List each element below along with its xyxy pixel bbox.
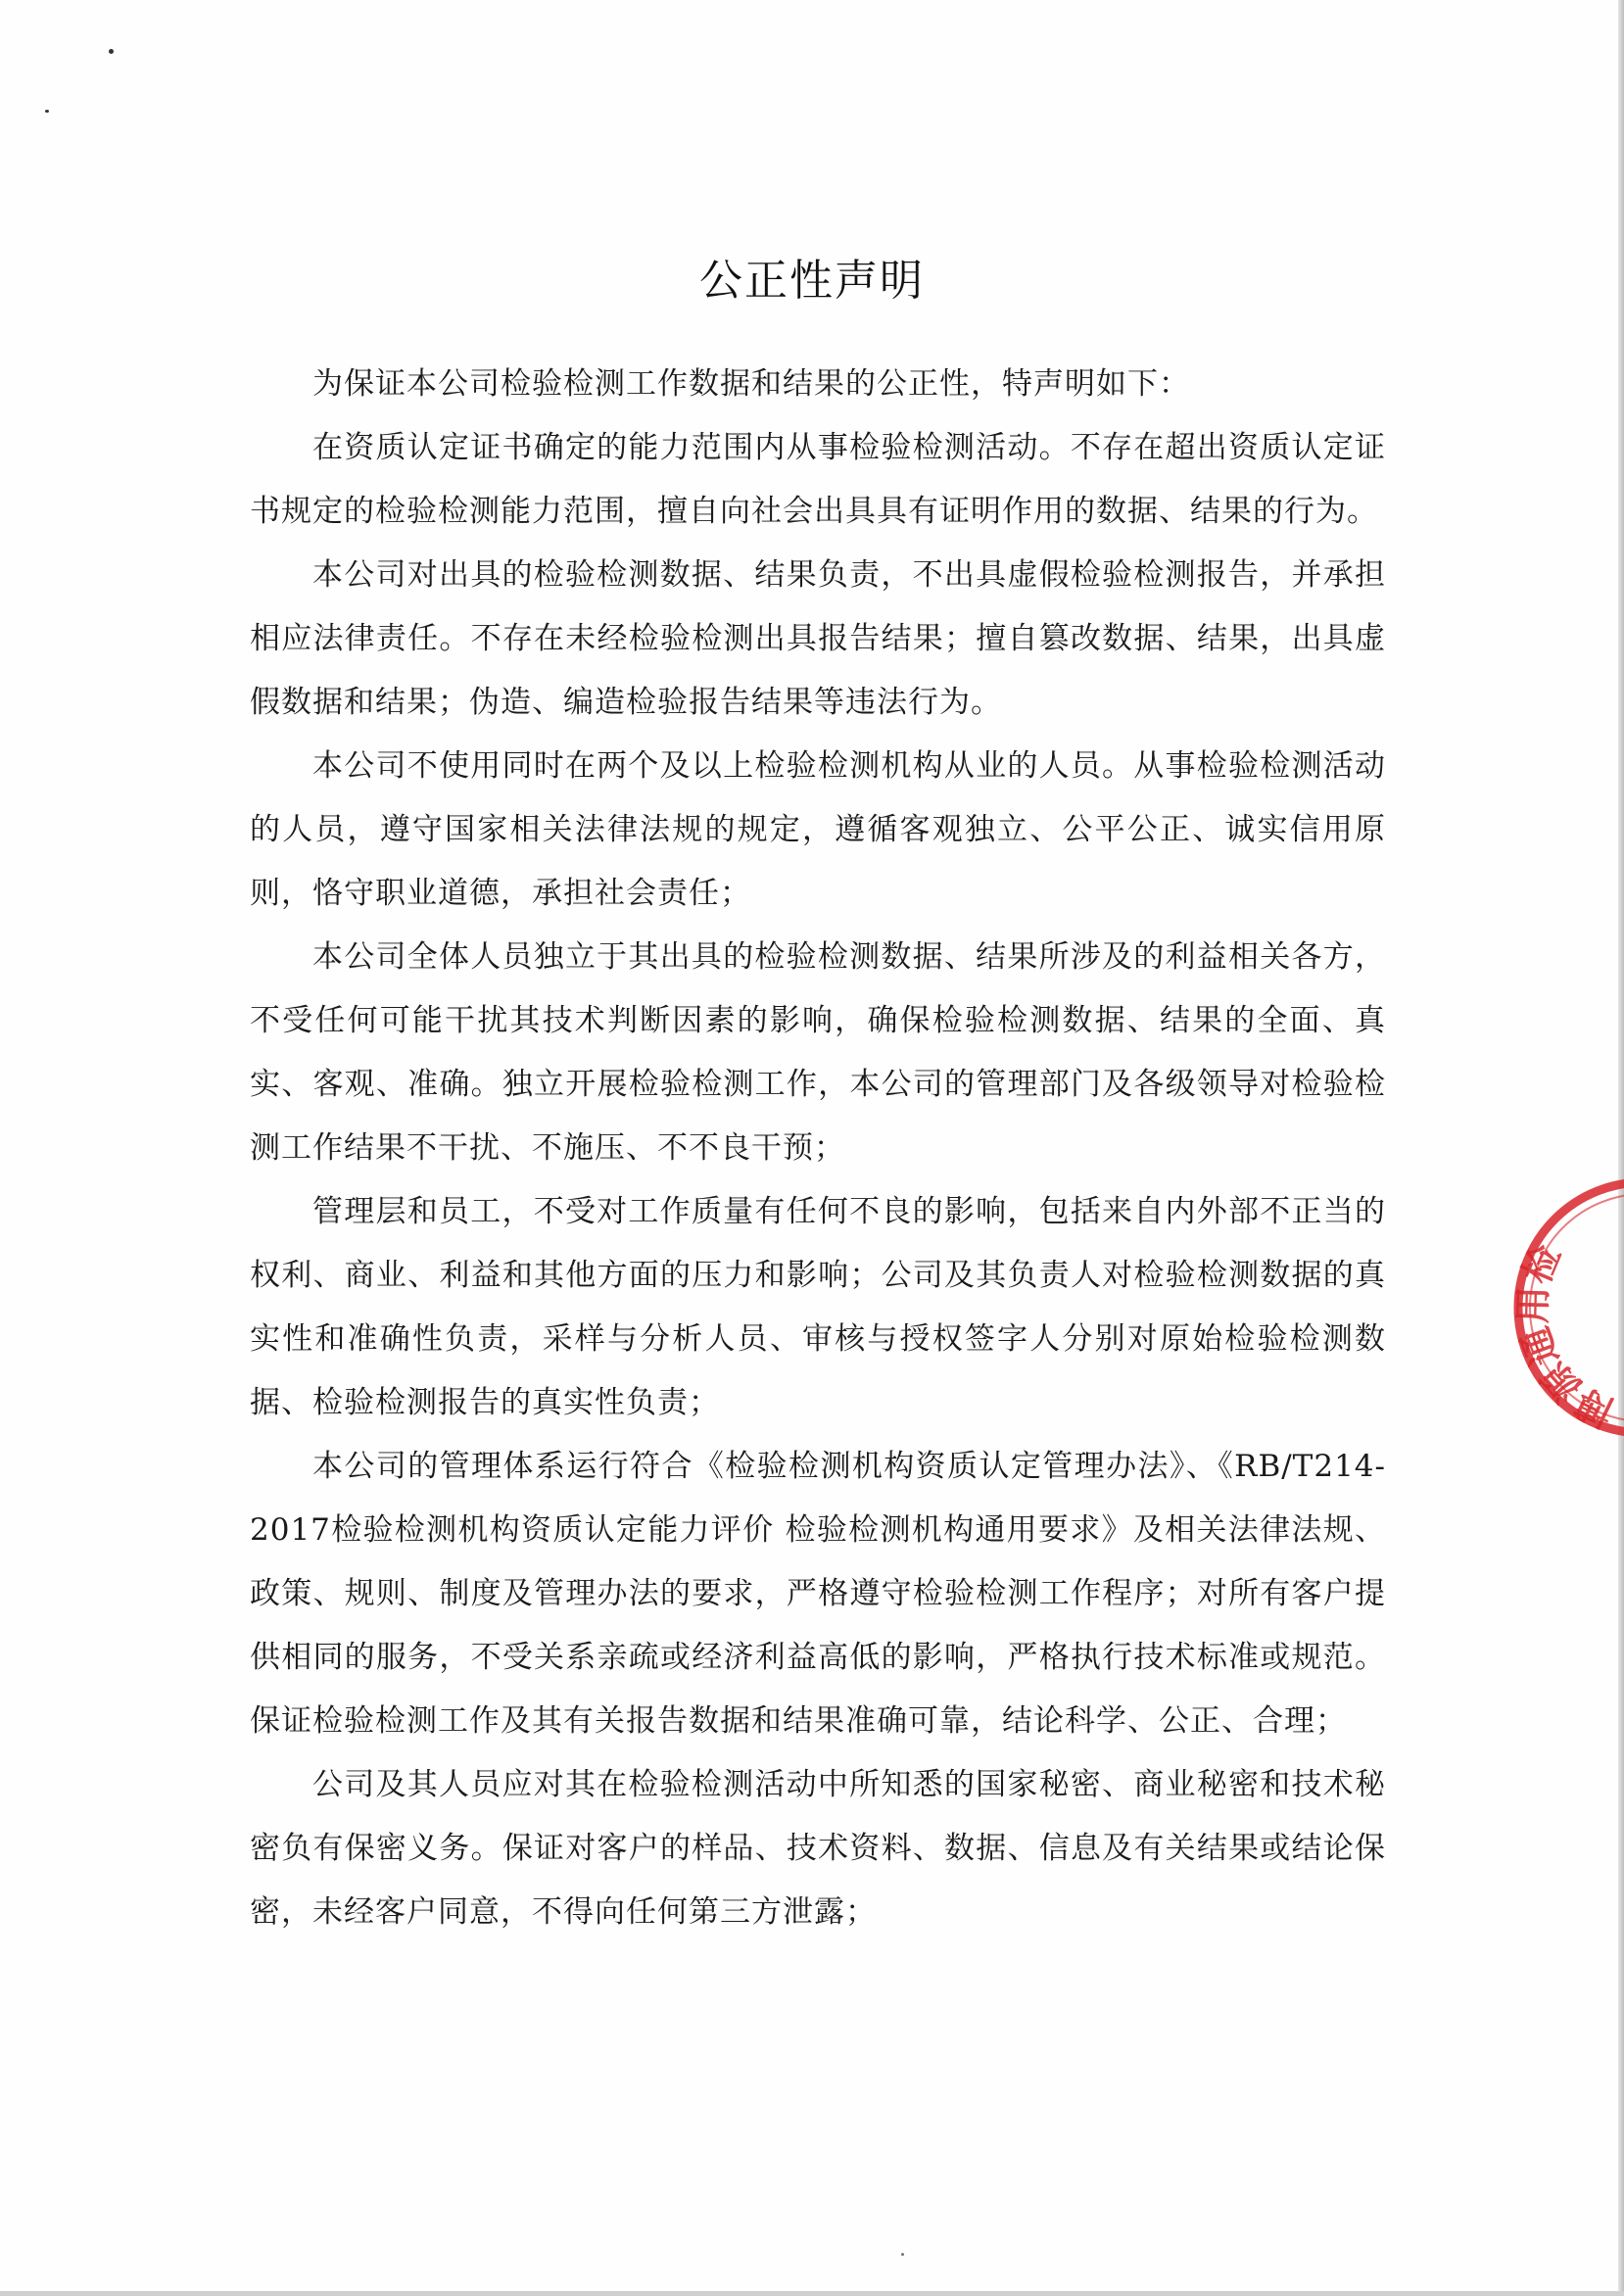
scan-speck (109, 49, 114, 54)
paragraph-responsibility: 本公司对出具的检验检测数据、结果负责，不出具虚假检验检测报告，并承担相应法律责任。不存在未经检验检测出具报告结果；擅自篡改数据、结果，出具虚假数据和结果；伪造、编造检验报告结果等违法行为。 (250, 557, 1386, 720)
scan-speck (45, 110, 49, 113)
statement-body (250, 353, 1386, 1944)
paragraph-confidentiality: 公司及其人员应对其在检验检测活动中所知悉的国家秘密、商业秘密和技术秘密负有保密义务。保证对客户的样品、技术资料、数据、信息及有关结果或结论保密，未经客户同意，不得向任何第三方泄露； (250, 1767, 1386, 1930)
paragraph-compliance: 本公司的管理体系运行符合《检验检测机构资质认定管理办法》、《RB/T214-2017检验检测机构资质认定能力评价 检验检测机构通用要求》及相关法律法规、政策、规则、制度及管理办法的要求，严格遵守检验检测工作程序；对所有客户提供相同的服务，不受关系亲疏或经济利益高低的影响，严格执行技术标准或规范。保证检验检测工作及其有关报告数据和结果准确可靠，结论科学、公正、合理； (250, 1449, 1386, 1739)
paragraph-scope: 在资质认定证书确定的能力范围内从事检验检测活动。不存在超出资质认定证书规定的检验检测能力范围，擅自向社会出具具有证明作用的数据、结果的行为。 (250, 430, 1386, 529)
company-seal-stamp (1506, 1171, 1624, 1445)
paragraph-intro: 为保证本公司检验检测工作数据和结果的公正性，特声明如下： (312, 366, 1190, 402)
paragraph-management: 管理层和员工，不受对工作质量有任何不良的影响，包括来自内外部不正当的权利、商业、利益和其他方面的压力和影响；公司及其负责人对检验检测数据的真实性和准确性负责，采样与分析人员、审核与授权签字人分别对原始检验检测数据、检验检测报告的真实性负责； (250, 1194, 1386, 1420)
page-title: 公正性声明 (699, 256, 925, 306)
page-edge-right (1618, 0, 1624, 2296)
paragraph-independence: 本公司全体人员独立于其出具的检验检测数据、结果所涉及的利益相关各方，不受任何可能干扰其技术判断因素的影响，确保检验检测数据、结果的全面、真实、客观、准确。独立开展检验检测工作，本公司的管理部门及各级领导对检验检测工作结果不干扰、不施压、不不良干预； (250, 939, 1386, 1166)
page-edge-bottom (0, 2291, 1624, 2296)
scan-speck (901, 2253, 904, 2256)
seal-text: 博源通用检 (1510, 1238, 1622, 1435)
paragraph-personnel: 本公司不使用同时在两个及以上检验检测机构从业的人员。从事检验检测活动的人员，遵守国家相关法律法规的规定，遵循客观独立、公平公正、诚实信用原则，恪守职业道德，承担社会责任； (250, 748, 1386, 911)
